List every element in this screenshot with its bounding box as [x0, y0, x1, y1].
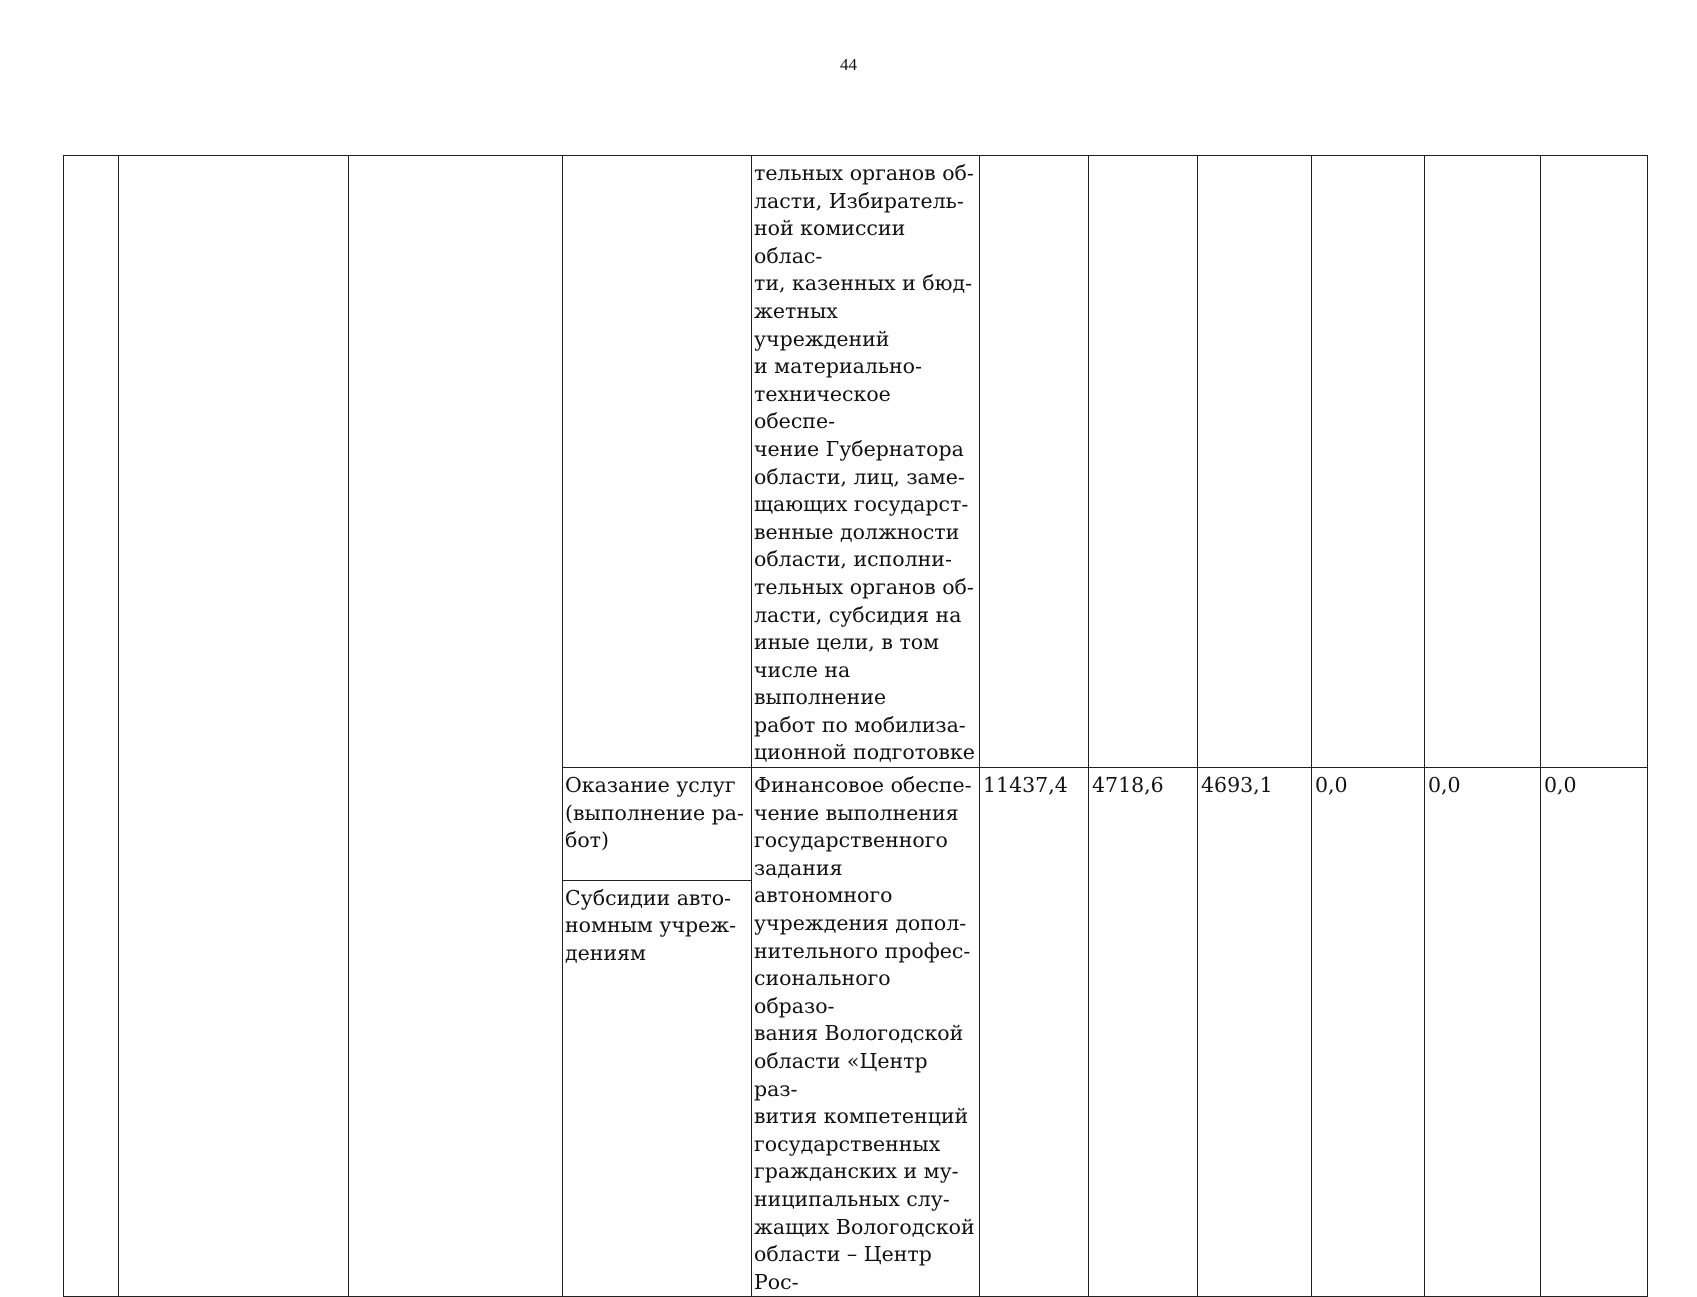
cell-value: [1312, 768, 1425, 1297]
cell-value: [1089, 768, 1198, 1297]
value-text: 0,0: [1544, 773, 1577, 798]
type-text: Оказание услуг (выполнение ра- бот): [565, 773, 744, 853]
value-text: 0,0: [1315, 773, 1348, 798]
cell-description: [752, 156, 980, 768]
type-text: Субсидии авто- номным учреж- дениям: [565, 885, 737, 965]
value-text: 4718,6: [1092, 773, 1164, 798]
cell-value: [1312, 156, 1425, 768]
cell-value: [1541, 768, 1648, 1297]
cell-value: [1198, 768, 1312, 1297]
page-number: 44: [840, 55, 857, 74]
cell-value: [1198, 156, 1312, 768]
table-row: [64, 156, 1648, 768]
cell-number: [64, 156, 119, 1297]
description-text: Финансовое обеспе- чение выполнения государственного задания автономного учреждения допол- нительного профес- сионального образо- вания Вологодской области «Центр раз- вития компетенций государственных гражданских и му- ниципальных слу- жащих Вологодской области – Центр Рос-: [754, 773, 975, 1294]
cell-responsible: [349, 156, 563, 1297]
cell-type: [563, 768, 752, 881]
value-text: 0,0: [1428, 773, 1461, 798]
cell-type: [563, 156, 752, 768]
cell-program: [119, 156, 349, 1297]
description-text: тельных органов об- ласти, Избиратель- ной комиссии облас- ти, казенных и бюд- жетных учреждений и материально- техническое обеспе- чение Губернатора области, лиц, заме- щающих государст- венные должности области, исполни- тельных органов об- ласти, субсидия на иные цели, в том числе на выполнение работ по мобилиза- ционной подготовке: [754, 161, 975, 765]
cell-value: [1425, 156, 1541, 768]
cell-value: [1425, 768, 1541, 1297]
value-text: 4693,1: [1201, 773, 1273, 798]
cell-description: [752, 768, 980, 1297]
budget-table: [63, 155, 1648, 1297]
value-text: 11437,4: [983, 773, 1068, 798]
cell-value: [980, 156, 1089, 768]
cell-value: [1089, 156, 1198, 768]
cell-type: [563, 880, 752, 1297]
cell-value: [1541, 156, 1648, 768]
cell-value: [980, 768, 1089, 1297]
